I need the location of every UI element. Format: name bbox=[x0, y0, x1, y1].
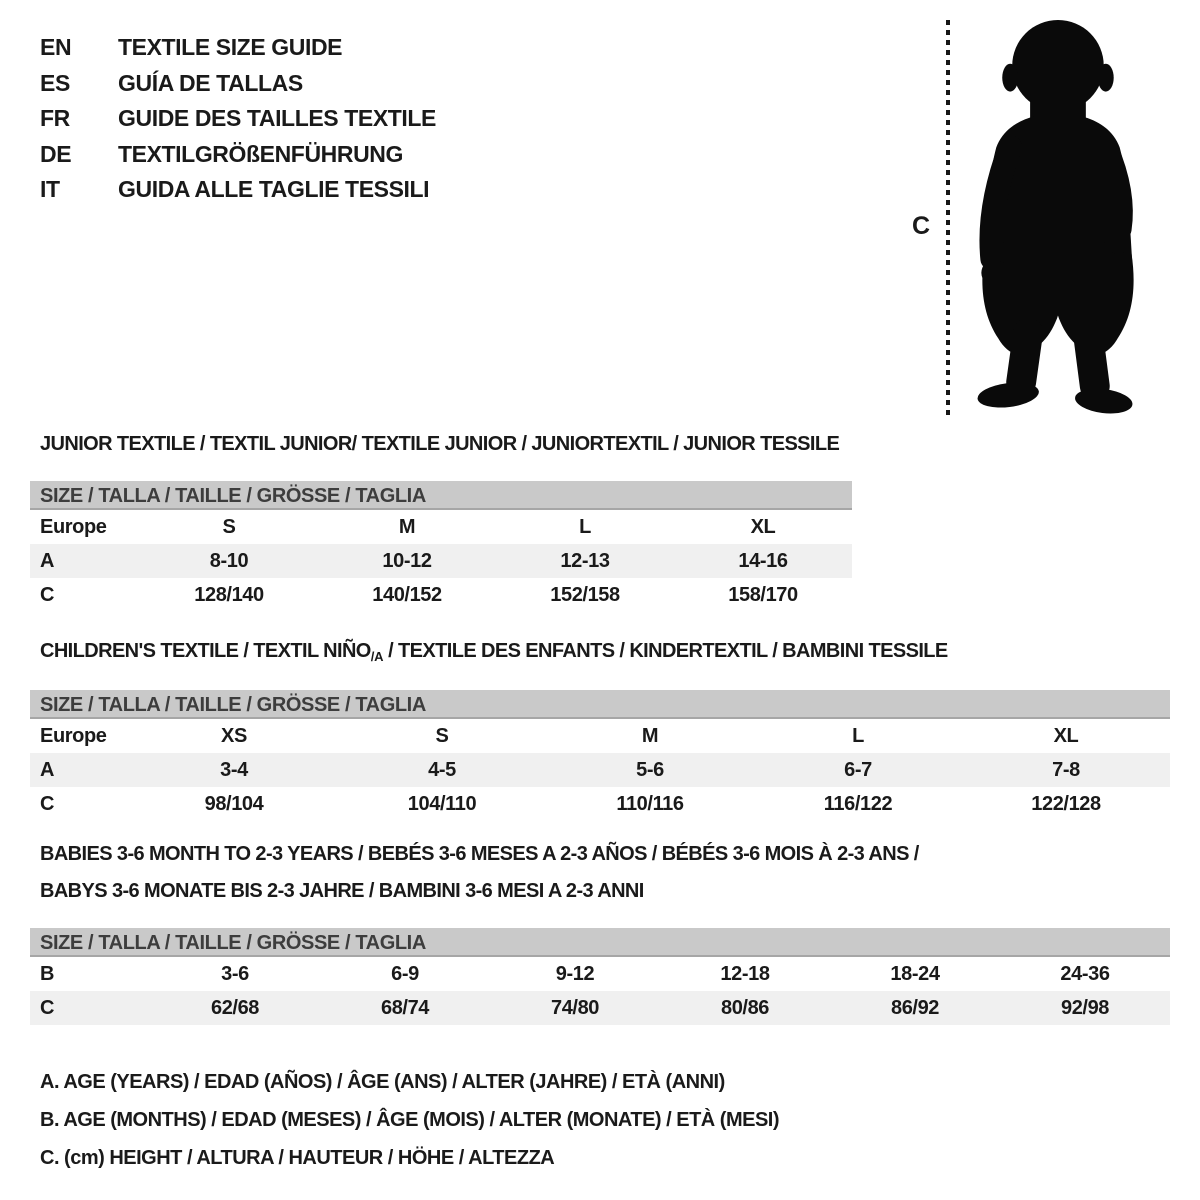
children-size-table bbox=[30, 690, 1170, 821]
guide-title: GUIDE DES TAILLES TEXTILE bbox=[118, 105, 436, 131]
guide-title: GUÍA DE TALLAS bbox=[118, 69, 303, 96]
guide-title: GUIDA ALLE TAGLIE TESSILI bbox=[118, 176, 430, 202]
size-cell: XL bbox=[1053, 725, 1079, 747]
age-cell: 18-24 bbox=[890, 963, 940, 985]
lang-row-en bbox=[40, 30, 436, 66]
legend-age-years: A. AGE (YEARS) / EDAD (AÑOS) / ÂGE (ANS) / ALTER (JAHRE) / ETÀ (ANNI) bbox=[40, 1071, 725, 1093]
age-cell: 12-18 bbox=[720, 963, 770, 985]
row-label: Europe bbox=[40, 516, 107, 538]
size-header-label: SIZE / TALLA / TAILLE / GRÖSSE / TAGLIA bbox=[40, 485, 426, 507]
babies-section-title-line1: BABIES 3-6 MONTH TO 2-3 YEARS / BEBÉS 3-6 MESES A 2-3 AÑOS / BÉBÉS 3-6 MOIS À 2-3 ANS / bbox=[40, 843, 919, 865]
size-cell: L bbox=[852, 725, 864, 747]
age-cell: 8-10 bbox=[209, 550, 249, 572]
height-cell: 140/152 bbox=[372, 584, 442, 606]
children-section-title bbox=[40, 640, 948, 664]
age-cell: 3-6 bbox=[221, 963, 249, 985]
height-cell: 92/98 bbox=[1060, 997, 1110, 1019]
size-header-bar bbox=[30, 928, 1170, 957]
size-cell: M bbox=[398, 516, 416, 538]
height-cell: 62/68 bbox=[210, 997, 260, 1019]
size-cell: XS bbox=[221, 725, 247, 747]
height-cell: 128/140 bbox=[194, 584, 264, 606]
children-title-rest: / TEXTILE DES ENFANTS / KINDERTEXTIL / BAMBINI TESSILE bbox=[383, 640, 948, 662]
row-label: A bbox=[40, 759, 55, 781]
age-cell: 10-12 bbox=[382, 550, 432, 572]
guide-title: TEXTILGRÖßENFÜHRUNG bbox=[118, 140, 403, 167]
guide-title: TEXTILE SIZE GUIDE bbox=[118, 34, 343, 60]
size-cell: L bbox=[579, 516, 591, 538]
table-row-age bbox=[30, 544, 852, 578]
size-cell: S bbox=[222, 516, 236, 538]
table-row-europe bbox=[30, 510, 852, 544]
table-row-height bbox=[30, 578, 852, 612]
language-code: ES bbox=[40, 69, 70, 96]
size-header-label: SIZE / TALLA / TAILLE / GRÖSSE / TAGLIA bbox=[40, 694, 426, 716]
table-row-height bbox=[30, 991, 1170, 1025]
row-label: C bbox=[40, 997, 55, 1019]
language-code: EN bbox=[40, 34, 72, 60]
age-cell: 14-16 bbox=[738, 550, 788, 572]
language-title-block bbox=[40, 30, 436, 208]
height-cell: 152/158 bbox=[550, 584, 620, 606]
junior-section-title: JUNIOR TEXTILE / TEXTIL JUNIOR/ TEXTILE JUNIOR / JUNIORTEXTIL / JUNIOR TESSILE bbox=[40, 433, 840, 455]
age-cell: 7-8 bbox=[1052, 759, 1080, 781]
height-cell: 98/104 bbox=[204, 793, 264, 815]
height-cell: 116/122 bbox=[823, 793, 893, 815]
height-cell: 104/110 bbox=[407, 793, 477, 815]
height-measure-line bbox=[946, 20, 950, 416]
age-cell: 4-5 bbox=[428, 759, 456, 781]
language-code: FR bbox=[40, 105, 70, 131]
row-label: A bbox=[40, 550, 55, 572]
row-label: B bbox=[40, 963, 55, 985]
children-title-main: CHILDREN'S TEXTILE / TEXTIL NIÑO bbox=[40, 640, 371, 662]
height-cell: 158/170 bbox=[728, 584, 798, 606]
table-row-height bbox=[30, 787, 1170, 821]
lang-row-it bbox=[40, 172, 436, 208]
height-cell: 80/86 bbox=[720, 997, 770, 1019]
height-cell: 68/74 bbox=[380, 997, 430, 1019]
height-cell: 110/116 bbox=[616, 793, 684, 815]
size-header-bar bbox=[30, 690, 1170, 719]
size-cell: M bbox=[641, 725, 659, 747]
language-code: DE bbox=[40, 140, 72, 167]
size-header-bar bbox=[30, 481, 852, 510]
row-label: C bbox=[40, 793, 55, 815]
children-title-subscript: /A bbox=[370, 649, 384, 664]
lang-row-fr bbox=[40, 101, 436, 137]
age-cell: 12-13 bbox=[560, 550, 610, 572]
lang-row-es bbox=[40, 66, 436, 102]
lang-row-de bbox=[40, 137, 436, 173]
size-header-label: SIZE / TALLA / TAILLE / GRÖSSE / TAGLIA bbox=[40, 932, 426, 954]
size-cell: XL bbox=[750, 516, 776, 538]
language-code: IT bbox=[40, 176, 60, 202]
babies-section-title-line2: BABYS 3-6 MONATE BIS 2-3 JAHRE / BAMBINI 3-6 MESI A 2-3 ANNI bbox=[40, 880, 644, 902]
size-cell: S bbox=[435, 725, 449, 747]
age-cell: 5-6 bbox=[636, 759, 664, 781]
height-cell: 122/128 bbox=[1031, 793, 1101, 815]
legend-block bbox=[40, 1063, 779, 1177]
height-line-label: C bbox=[912, 212, 930, 240]
age-cell: 24-36 bbox=[1060, 963, 1110, 985]
age-cell: 3-4 bbox=[220, 759, 248, 781]
junior-size-table bbox=[30, 481, 852, 612]
age-cell: 6-9 bbox=[391, 963, 419, 985]
table-row-europe bbox=[30, 719, 1170, 753]
height-cell: 74/80 bbox=[550, 997, 600, 1019]
babies-size-table bbox=[30, 928, 1170, 1025]
baby-silhouette-icon bbox=[958, 12, 1148, 420]
age-cell: 6-7 bbox=[844, 759, 872, 781]
legend-height-cm: C. (cm) HEIGHT / ALTURA / HAUTEUR / HÖHE / ALTEZZA bbox=[40, 1147, 555, 1169]
row-label: C bbox=[40, 584, 55, 606]
height-cell: 86/92 bbox=[890, 997, 940, 1019]
table-row-age bbox=[30, 753, 1170, 787]
table-row-age-months bbox=[30, 957, 1170, 991]
legend-age-months: B. AGE (MONTHS) / EDAD (MESES) / ÂGE (MOIS) / ALTER (MONATE) / ETÀ (MESI) bbox=[40, 1109, 780, 1131]
age-cell: 9-12 bbox=[555, 963, 595, 985]
row-label: Europe bbox=[40, 725, 107, 747]
